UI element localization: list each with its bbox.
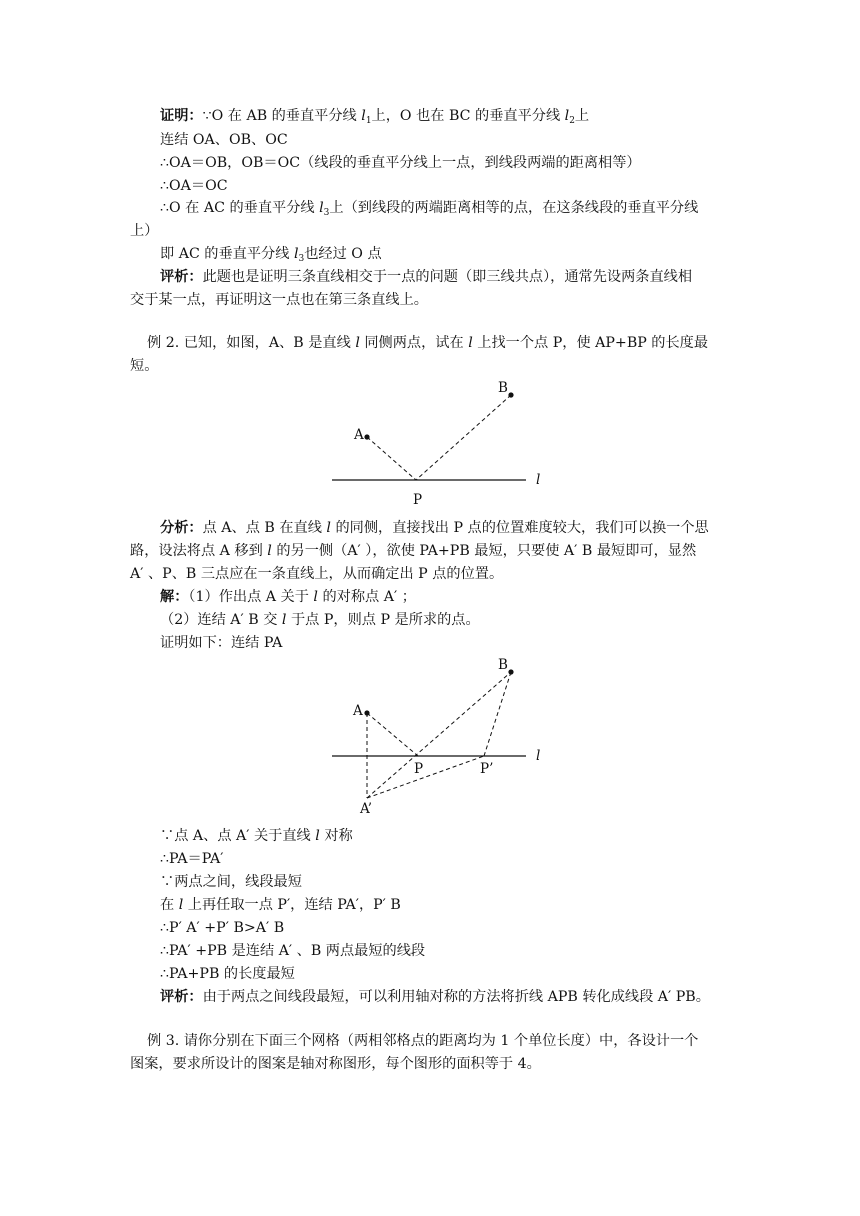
solution-text: 的对称点 A′ ； xyxy=(317,589,416,605)
proof-line-1 xyxy=(160,106,589,131)
line-symbol: l xyxy=(313,589,318,605)
segment-A2B xyxy=(367,672,511,798)
comment-1-line-1 xyxy=(160,267,692,287)
comment-label: 评析： xyxy=(160,269,203,285)
subscript: 3 xyxy=(298,254,305,264)
proof-line-4: ∴OA＝OC xyxy=(160,178,228,194)
solution-label: 解： xyxy=(160,589,189,605)
label-A: A xyxy=(354,427,364,443)
point-A xyxy=(364,434,369,439)
question-text: 同侧两点，试在 xyxy=(359,335,469,351)
proof-2-line-6: ∴PA′ +PB 是连结 A′ 、B 两点最短的线段 xyxy=(160,943,426,959)
line-symbol: l xyxy=(468,335,473,351)
label-P: P xyxy=(413,492,423,508)
analysis-label: 分析： xyxy=(160,520,203,536)
proof-2-line-3: ∵两点之间，线段最短 xyxy=(160,874,302,890)
subscript: 1 xyxy=(365,116,372,126)
line-symbol: l xyxy=(178,897,184,913)
proof-intro: 证明如下：连结 PA xyxy=(160,635,283,651)
proof-text: ∵O 在 AB 的垂直平分线 xyxy=(202,108,362,124)
line-symbol: l xyxy=(293,246,299,262)
analysis-text: 的同侧，直接找出 P 点的位置难度较大，我们可以换一个思 xyxy=(330,520,709,536)
line-symbol: l xyxy=(564,108,570,124)
analysis-text: 路，设法将点 A 移到 xyxy=(130,543,268,559)
point-A xyxy=(364,710,369,715)
question-text: 上找一个点 P，使 AP+BP 的长度最 xyxy=(472,335,709,351)
proof-text: ∵点 A、点 A′ 关于直线 xyxy=(160,828,316,844)
question-text: 例 2. 已知，如图，A、B 是直线 xyxy=(147,335,356,351)
comment-2 xyxy=(160,987,710,1007)
figure-1-diagram xyxy=(320,376,560,512)
proof-2-line-2: ∴PA＝PA′ xyxy=(160,851,224,867)
proof-line-3: ∴OA＝OB，OB＝OC（线段的垂直平分线上一点，到线段两端的距离相等） xyxy=(160,155,641,171)
analysis-text: 的另一侧（A′ ），欲使 PA+PB 最短，只要使 A′ B 最短即可，显然 xyxy=(271,543,697,559)
proof-text: 上，O 也在 BC 的垂直平分线 xyxy=(371,108,565,124)
proof-text: 上（到线段的两端距离相等的点，在这条线段的垂直平分线 xyxy=(329,200,699,216)
proof-2-line-5: ∴P′ A′ +P′ B>A′ B xyxy=(160,920,285,936)
label-B: B xyxy=(498,657,508,673)
line-symbol: l xyxy=(355,335,360,351)
label-A-prime: A’ xyxy=(360,801,373,817)
label-P-prime: P’ xyxy=(480,761,494,777)
example-3-question-line-2: 图案，要求所设计的图案是轴对称图形，每个图形的面积等于 4。 xyxy=(130,1056,541,1072)
proof-text: 在 xyxy=(160,897,179,913)
subscript: 2 xyxy=(569,116,575,126)
solution-text: （2）连结 A′ B 交 xyxy=(160,612,282,628)
segment-P2B xyxy=(484,672,511,756)
segment-BP xyxy=(416,395,511,480)
proof-line-5 xyxy=(160,198,698,223)
point-B xyxy=(508,392,513,397)
solution-text: 于点 P，则点 P 是所求的点。 xyxy=(286,612,480,628)
proof-text: 对称 xyxy=(319,828,353,844)
solution-step-1 xyxy=(160,587,416,607)
segment-AP xyxy=(367,437,416,480)
line-symbol: l xyxy=(361,108,366,124)
example-2-question-line-2: 短。 xyxy=(130,358,159,374)
comment-text: 此题也是证明三条直线相交于一点的问题（即三线共点），通常先设两条直线相 xyxy=(202,269,693,285)
label-A: A xyxy=(353,703,363,719)
segment-A2P2 xyxy=(367,756,484,798)
proof-line-2: 连结 OA、OB、OC xyxy=(160,132,288,148)
point-B xyxy=(508,669,513,674)
analysis-text: 点 A、点 B 在直线 xyxy=(202,520,327,536)
proof-2-line-1 xyxy=(160,826,353,846)
analysis-line-3: A′ 、P、B 三点应在一条直线上，从而确定出 P 点的位置。 xyxy=(130,566,504,582)
line-symbol: l xyxy=(267,543,272,559)
label-l: l xyxy=(536,472,541,488)
segment-AP xyxy=(367,713,418,756)
comment-label: 评析： xyxy=(160,989,203,1005)
label-B: B xyxy=(498,380,508,396)
example-3-question-line-1: 例 3. 请你分别在下面三个网格（两相邻格点的距离均为 1 个单位长度）中，各设计一个 xyxy=(147,1033,699,1049)
line-symbol: l xyxy=(326,520,331,536)
proof-2-line-4 xyxy=(160,895,401,915)
subscript: 3 xyxy=(323,208,330,218)
proof-line-7 xyxy=(160,244,382,269)
proof-text: 即 AC 的垂直平分线 xyxy=(160,246,294,262)
comment-text: 由于两点之间线段最短，可以利用轴对称的方法将折线 APB 转化成线段 A′ PB。 xyxy=(202,989,710,1005)
proof-text: 上 xyxy=(574,108,590,124)
figure-2-diagram xyxy=(320,653,560,823)
proof-text: 也经过 O 点 xyxy=(304,246,382,262)
proof-text: 上再任取一点 P′，连结 PA′，P′ B xyxy=(183,897,401,913)
label-P: P xyxy=(414,761,424,777)
solution-step-2 xyxy=(160,610,480,630)
line-symbol: l xyxy=(315,828,320,844)
comment-1-line-2: 交于某一点，再证明这一点也在第三条直线上。 xyxy=(130,292,428,308)
proof-2-line-7: ∴PA+PB 的长度最短 xyxy=(160,966,295,982)
line-symbol: l xyxy=(319,200,324,216)
proof-text: ∴O 在 AC 的垂直平分线 xyxy=(160,200,320,216)
analysis-line-1 xyxy=(160,518,709,538)
solution-text: （1）作出点 A 关于 xyxy=(188,589,314,605)
analysis-line-2 xyxy=(130,541,696,561)
example-2-question-line-1 xyxy=(147,333,708,353)
proof-label: 证明： xyxy=(160,108,203,124)
line-symbol: l xyxy=(281,612,287,628)
label-l: l xyxy=(536,748,541,764)
proof-line-6: 上） xyxy=(130,223,159,239)
